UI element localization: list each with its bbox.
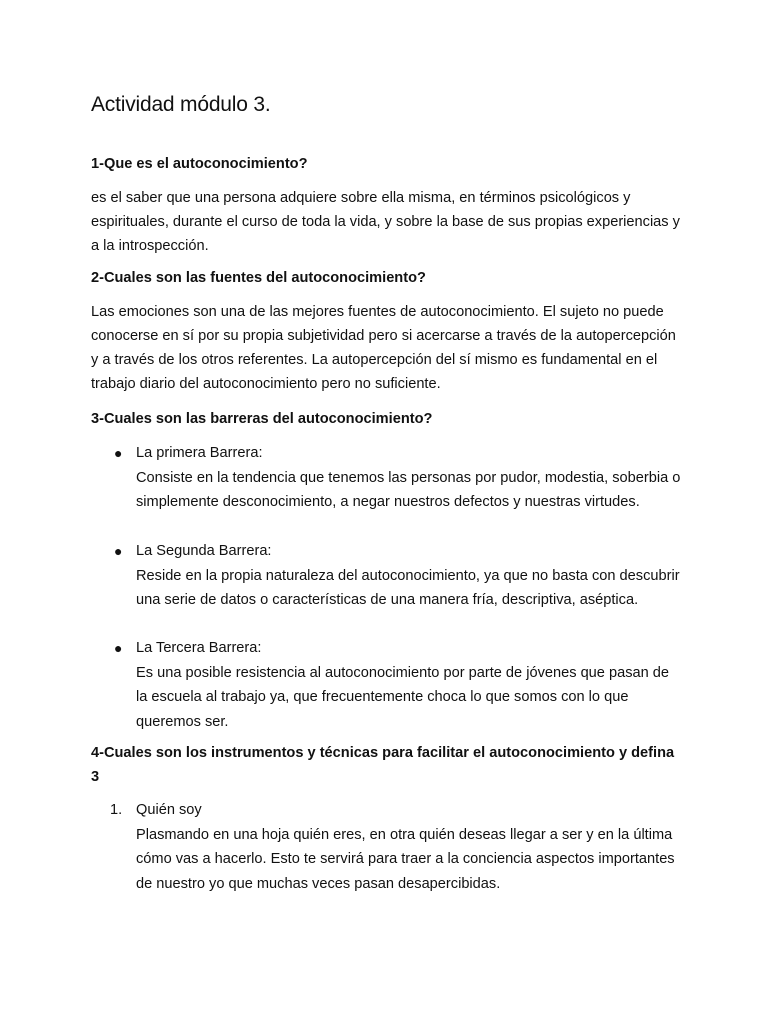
list-item-text: Plasmando en una hoja quién eres, en otra quién deseas llegar a ser y en la última cómo vas a hacerlo. Esto te servirá para traer a la conciencia aspectos importantes de nuestro yo que muchas veces pasan desapercibidas.: [136, 826, 675, 892]
answer-2: Las emociones son una de las mejores fuentes de autoconocimiento. El sujeto no puede conocerse en sí por su propia subjetividad pero si acercarse a través de la autopercepción y a través de los otros referentes. La autopercepción del sí mismo es fundamental en el trabajo diario del autoconocimiento pero no suficiente.: [91, 304, 676, 392]
list-item-heading: Quién soy: [136, 802, 202, 818]
question-3: 3-Cuales son las barreras del autoconocimiento?: [91, 411, 433, 427]
list-item-heading: La Segunda Barrera:: [136, 543, 272, 559]
question-2: 2-Cuales son las fuentes del autoconocimiento?: [91, 270, 426, 286]
list-item-barrier-1: [114, 441, 681, 515]
list-item-barrier-3: [114, 636, 681, 734]
list-item-text: Es una posible resistencia al autoconocimiento por parte de jóvenes que pasan de la escuela al trabajo ya, que frecuentemente choca lo que somos con lo que queremos ser.: [136, 664, 670, 730]
question-1: 1-Que es el autoconocimiento?: [91, 156, 308, 172]
document-title: Actividad módulo 3.: [91, 93, 271, 116]
list-number: 1.: [110, 802, 123, 818]
bullet-icon: ●: [114, 640, 123, 656]
list-item-technique-1: [110, 798, 681, 896]
bullet-icon: ●: [114, 543, 123, 559]
list-item-heading: La primera Barrera:: [136, 445, 263, 461]
list-item-text: Consiste en la tendencia que tenemos las personas por pudor, modestia, soberbia o simplemente desconocimiento, a negar nuestros defectos y nuestras virtudes.: [136, 469, 681, 510]
list-item-text: Reside en la propia naturaleza del autoconocimiento, ya que no basta con descubrir una serie de datos o características de una manera fría, descriptiva, aséptica.: [136, 567, 680, 608]
answer-1: es el saber que una persona adquiere sobre ella misma, en términos psicológicos y espirituales, durante el curso de toda la vida, y sobre la base de sus propias experiencias y a la introspección.: [91, 190, 680, 254]
bullet-icon: ●: [114, 445, 123, 461]
question-4: 4-Cuales son los instrumentos y técnicas para facilitar el autoconocimiento y defina 3: [91, 745, 675, 785]
list-item-heading: La Tercera Barrera:: [136, 640, 262, 656]
list-item-barrier-2: [114, 539, 681, 613]
